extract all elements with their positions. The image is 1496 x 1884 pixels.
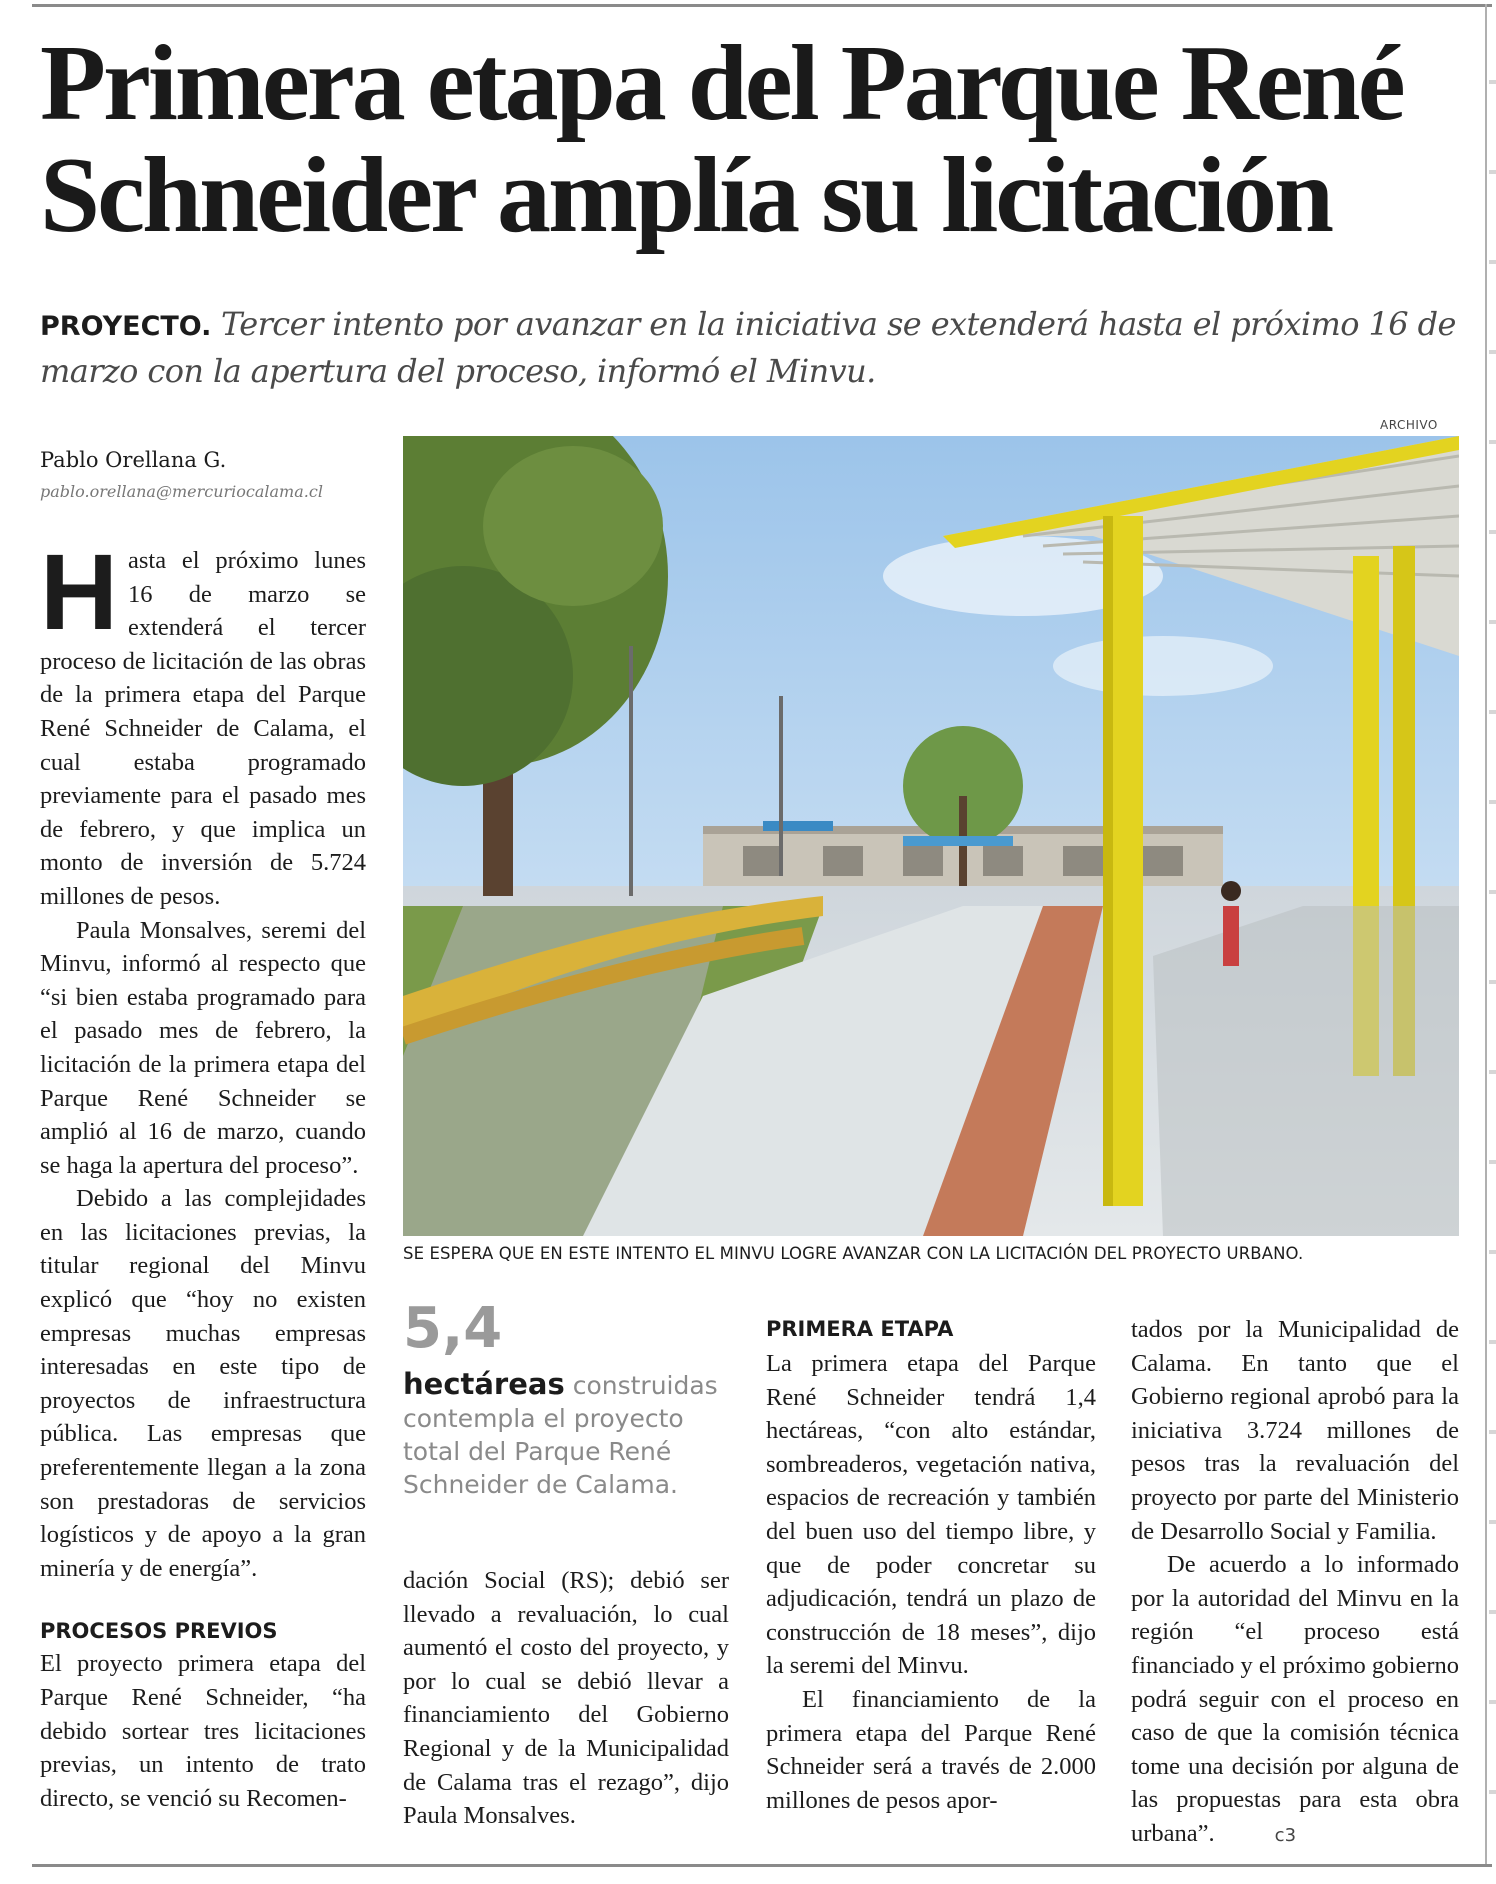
stat-box [403,1296,733,1501]
paragraph-1: Hasta el próximo lunes 16 de marzo se extenderá el tercer proceso de licitación de las obras de la primera etapa del Parque René Schneider de Calama, el cual estaba programado previamente para el pasado mes de febrero, y que implica un monto de inversión de 5.724 millones de pesos. [40,531,366,910]
photo-credit: ARCHIVO [1380,418,1438,432]
end-mark: c3 [1274,1824,1297,1846]
paragraph-6-part-1: El financiamiento de la primera etapa del Parque René Schneider será a través de 2.000 millones de pesos apor- [766,1685,1096,1814]
drop-cap: H [40,531,118,652]
column-rule [1485,4,1487,1864]
subhead-primera-etapa: PRIMERA ETAPA [766,1317,954,1341]
paragraph-6-part-2: tados por la Municipalidad de Calama. En tanto que el Gobierno regional aprobó para la iniciativa 3.724 millones de pesos tras la revaluación del proyecto por parte del Ministerio de Desarrollo Social y Familia. [1131,1316,1459,1545]
headline: Primera etapa del Parque René Schneider amplía su licitación [40,24,1403,255]
column-2 [403,1564,729,1833]
adjacent-page-edge [1489,40,1496,1840]
paragraph-2: Paula Monsalves, seremi del Minvu, informó al respecto que “si bien estaba programado para el pasado mes de febrero, la licitación de la primera etapa del Parque René Schneider se amplió al 16 de marzo, cuando se haga la apertura del proceso”. [40,916,366,1179]
paragraph-3: Debido a las complejidades en las licitaciones previas, la titular regional del Minvu explicó que “hoy no existen empresas muchas empresas interesadas en este tipo de proyectos de infraestructura pública. Las empresas que preferentemente llegan a la zona son prestadoras de servicios logísticos y de apoyo a la gran minería y de energía”. [40,1185,366,1582]
bottom-rule [32,1864,1492,1867]
deck-kicker: PROYECTO. [40,311,212,342]
top-rule [32,4,1492,7]
deck [40,302,1470,393]
stat-number: 5,4 [403,1296,503,1361]
paragraph-4-part-1: El proyecto primera etapa del Parque René Schneider, “ha debido sortear tres licitaciones previas, un intento de trato directo, se venció su Recomen- [40,1650,366,1812]
paragraph-5: La primera etapa del Parque René Schneider tendrá 1,4 hectáreas, “con alto estándar, sombreaderos, vegetación nativa, espacios de recreación y también del buen uso del tiempo libre, y que de poder concretar su adjudicación, tendrá un plazo de construcción de 18 meses”, dijo la seremi del Minvu. [766,1350,1096,1680]
paragraph-7: De acuerdo a lo informado por la autoridad del Minvu en la región “el proceso está financiado y el próximo gobierno podrá seguir con el proceso en caso de que la comisión técnica tome una decisión por alguna de las propuestas para esta obra urbana”. c3 [1131,1551,1459,1847]
stat-text [403,1368,733,1501]
subhead-procesos-previos: PROCESOS PREVIOS [40,1619,278,1644]
column-3-head [766,1313,1096,1345]
stat-description: construidas contempla el proyecto total del Parque René Schneider de Calama. [403,1371,718,1499]
stat-unit: hectáreas [403,1367,565,1401]
park-rendering-photo [403,436,1459,1236]
byline-email[interactable]: pablo.orellana@mercuriocalama.cl [40,482,323,501]
paragraph-4-part-2: dación Social (RS); debió ser llevado a revaluación, lo cual aumentó el costo del proyecto, y por lo cual se debió llevar a financiamiento del Gobierno Regional y de la Municipalidad de Calama tras el rezago”, dijo Paula Monsalves. [403,1567,729,1830]
column-3 [766,1347,1096,1817]
column-4 [1131,1313,1459,1853]
photo-caption: SE ESPERA QUE EN ESTE INTENTO EL MINVU LOGRE AVANZAR CON LA LICITACIÓN DEL PROYECTO URBANO. [403,1244,1304,1263]
byline-author: Pablo Orellana G. [40,448,227,472]
deck-text: Tercer intento por avanzar en la iniciativa se extenderá hasta el próximo 16 de marzo con la apertura del proceso, informó el Minvu. [40,305,1456,390]
column-1 [40,531,366,1815]
